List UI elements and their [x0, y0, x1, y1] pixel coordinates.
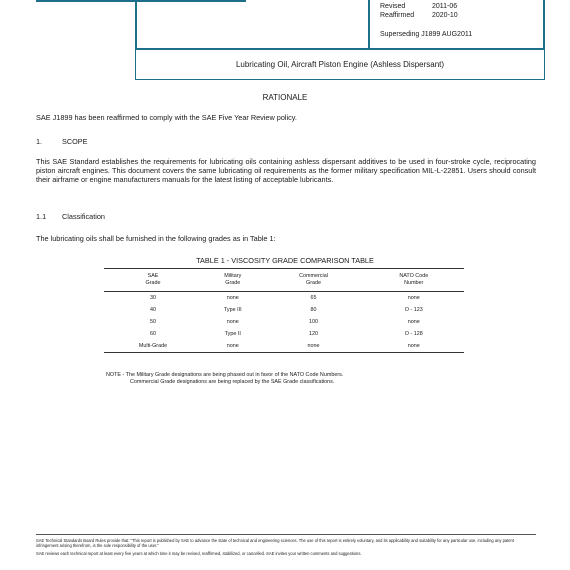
table-title: TABLE 1 - VISCOSITY GRADE COMPARISON TABLE [196, 256, 374, 265]
table-note-line-1: NOTE - The Military Grade designations are being phased out in favor of the NATO Code Numbers. [106, 372, 344, 378]
table-cell: none [226, 295, 239, 301]
table-cell: 40 [149, 307, 156, 313]
table-cell: O - 128 [404, 331, 423, 337]
table-cell: 30 [149, 295, 156, 301]
scope-title: SCOPE [62, 137, 88, 146]
scope-heading [36, 137, 88, 146]
table-row [104, 328, 464, 340]
table-cell: none [226, 343, 239, 349]
footer-disclaimer: SAE Technical Standards Board Rules provide that: "This report is published by SAE to advance the state of technical and engineering sciences. The use of this report is entirely voluntary, and its applicability and suitability for any particular use, including any patent infringement arising therefrom, is the sole responsibility of the user." [36, 538, 514, 549]
header-military-grade: Military Grade [224, 273, 242, 286]
document-title: Lubricating Oil, Aircraft Piston Engine (Ashless Dispersant) [135, 50, 545, 80]
table-row [104, 292, 464, 305]
footer-rule [36, 534, 536, 535]
table-cell: none [407, 343, 420, 349]
header-divider [368, 0, 370, 50]
reaffirmed-label: Reaffirmed [380, 12, 415, 19]
table-cell: none [407, 319, 420, 325]
table-cell: 120 [309, 331, 319, 337]
scope-text: This SAE Standard establishes the requirements for lubricating oils containing ashless dispersant additives to be used in four-stroke cycle, reciprocating piston aircraft engines. This document covers the same lubricating oil requirements as the former military specification MIL-L-22851. Users should consult their airframe or engine manufacturers manuals for the latest listing of acceptable lubricants. [36, 157, 536, 185]
table-cell: 100 [309, 319, 319, 325]
table-cell: none [307, 343, 320, 349]
superseding-note: Superseding J1899 AUG2011 [380, 31, 473, 38]
viscosity-grade-table [104, 268, 464, 353]
table-cell: Type III [223, 307, 242, 313]
revised-row [380, 2, 472, 11]
header-box [135, 0, 545, 50]
document-metadata [380, 2, 472, 39]
table-row [104, 316, 464, 328]
table-cell: 65 [310, 295, 317, 301]
footer-review-note: SAE reviews each technical report at least every five years at which time it may be revised, reaffirmed, stabilized, or cancelled. SAE invites your written comments and suggestions. [36, 550, 362, 556]
table-cell: 50 [149, 319, 156, 325]
table-note [106, 372, 343, 386]
classification-title: Classification [62, 212, 105, 221]
table-cell: Multi-Grade [138, 343, 168, 349]
rationale-heading: RATIONALE [262, 93, 308, 102]
reaffirmed-row [380, 11, 472, 20]
table-cell: none [226, 319, 239, 325]
table-row [104, 304, 464, 316]
classification-heading [36, 212, 105, 221]
reaffirmed-value: 2020-10 [432, 12, 458, 19]
footer [36, 538, 536, 558]
header-nato-code: NATO Code Number [399, 273, 429, 286]
table-cell: O - 123 [404, 307, 423, 313]
table-cell: 60 [149, 331, 156, 337]
scope-number: 1. [36, 137, 43, 146]
table-cell: none [407, 295, 420, 301]
classification-number: 1.1 [36, 212, 47, 221]
table-row [104, 340, 464, 353]
header-sae-grade: SAE Grade [145, 273, 161, 286]
rationale-text: SAE J1899 has been reaffirmed to comply with the SAE Five Year Review policy. [36, 113, 297, 122]
header-commercial-grade: Commercial Grade [299, 273, 328, 286]
table-cell: 80 [310, 307, 317, 313]
table-header-row [104, 269, 464, 292]
table-note-line-2: Commercial Grade designations are being replaced by the SAE Grade classifications. [130, 379, 335, 385]
table-cell: Type II [224, 331, 241, 337]
revised-label: Revised [380, 3, 406, 10]
classification-text: The lubricating oils shall be furnished in the following grades as in Table 1: [36, 234, 276, 243]
revised-value: 2011-06 [432, 3, 458, 10]
